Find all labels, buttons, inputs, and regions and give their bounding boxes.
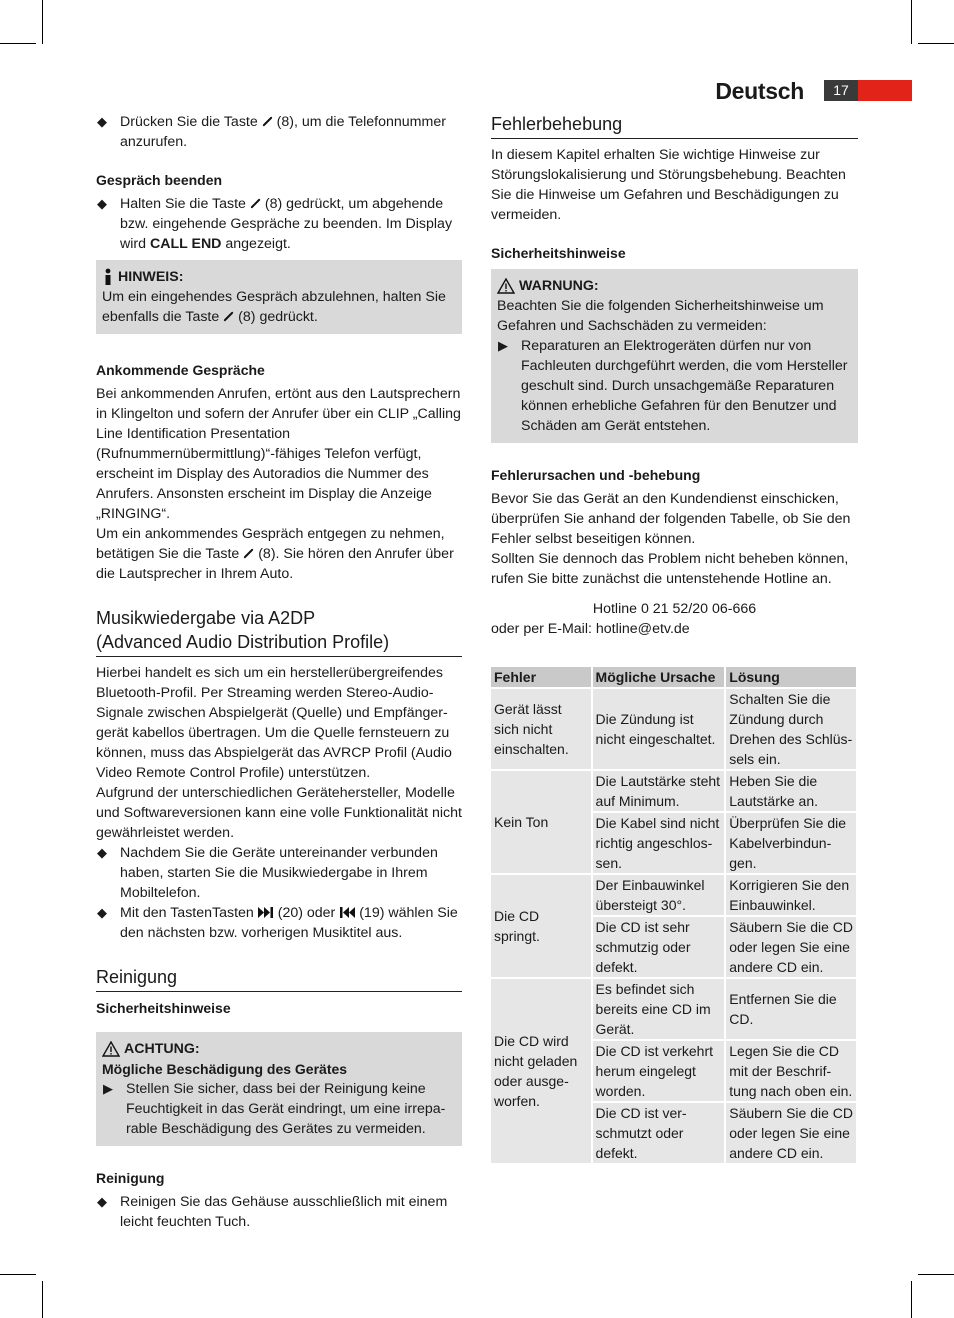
table-header: Mögliche Ursache	[593, 667, 725, 687]
crop-mark	[0, 43, 36, 44]
table-header: Lösung	[726, 667, 856, 687]
section-subtitle: Sicherheitshinweise	[491, 245, 626, 261]
skip-previous-icon	[339, 907, 355, 918]
diamond-bullet-icon: ◆	[97, 114, 107, 129]
left-column	[96, 112, 462, 1232]
diamond-bullet-icon: ◆	[97, 1194, 107, 1209]
section-subtitle: Fehlerursachen und -behebung	[491, 467, 701, 483]
table-header-row	[491, 667, 856, 687]
phone-icon	[243, 548, 254, 559]
crop-mark	[42, 1281, 43, 1318]
section-subtitle: Gespräch beenden	[96, 172, 223, 188]
paragraph: Aufgrund der unterschiedlichen Gerätehersteller, Modelle und Softwareversionen kann eine volle Funktionalität nicht gewährleistet werden.	[96, 785, 462, 841]
phone-icon	[223, 311, 234, 322]
list-item: ◆ Drücken Sie die Taste (8), um die Telefonnummer anzurufen.	[97, 114, 446, 150]
warning-title: WARNUNG:	[519, 278, 599, 294]
table-cell-fault: Die CD wird nicht geladen oder ausgeworfen.	[491, 979, 591, 1163]
table-cell-cause: Es befindet sich bereits eine CD im Gerät.	[593, 979, 725, 1039]
info-icon	[102, 268, 114, 286]
table-cell-cause: Die Zündung ist nicht eingeschaltet.	[593, 689, 725, 769]
skip-next-icon	[258, 907, 274, 918]
section-subtitle: Reinigung	[96, 1170, 165, 1186]
table-cell-cause: Die CD ist verkehrt herum eingelegt worden.	[593, 1041, 725, 1101]
paragraph: In diesem Kapitel erhalten Sie wichtige Hinweise zur Störungslokalisierung und Störungsbehebung. Beachten Sie die Hinweise um Gefahren und Beschädigungen zu vermeiden.	[491, 147, 846, 223]
list-item: ◆ Nachdem Sie die Geräte untereinander verbunden haben, starten Sie die Musikwiedergabe in Ihrem Mobiltelefon.	[97, 845, 438, 901]
diamond-bullet-icon: ◆	[97, 845, 107, 860]
page-number: 17	[824, 80, 858, 101]
crop-mark	[0, 1274, 36, 1275]
table-header: Fehler	[491, 667, 591, 687]
paragraph: Um ein ankommendes Gespräch entgegen zu nehmen, betätigen Sie die Taste (8). Sie hören den Anrufer über die Lautsprecher in Ihrem Auto.	[96, 526, 454, 582]
table-cell-cause: Die CD ist sehr schmutzig oder defekt.	[593, 917, 725, 977]
table-cell-solution: Legen Sie die CD mit der Beschriftung nach oben ein.	[726, 1041, 856, 1101]
right-column	[491, 112, 858, 1165]
warning-icon	[497, 278, 515, 294]
paragraph: Bevor Sie das Gerät an den Kundendienst einschicken, überprüfen Sie anhand der folgenden Tabelle, ob Sie den Fehler selbst beseitigen können.	[491, 491, 851, 547]
table-cell-cause: Der Einbauwinkel übersteigt 30°.	[593, 875, 725, 915]
section-subtitle: Ankommende Gespräche	[96, 362, 265, 378]
paragraph: Sollten Sie dennoch das Problem nicht beheben können, rufen Sie bitte zunächst die untenstehende Hotline an.	[491, 551, 849, 587]
table-row	[491, 979, 856, 1039]
table-cell-solution: Entfernen Sie die CD.	[726, 979, 856, 1039]
note-title: HINWEIS:	[118, 269, 184, 285]
caution-title: ACHTUNG:	[124, 1041, 200, 1057]
list-item: ▶ Reparaturen an Elektrogeräten dürfen nur von Fachleuten durchgeführt werden, die vom Hersteller geschult sind. Durch unsachgemäße Reparaturen können erhebliche Gefahren für den Benutzer und Schäden am Gerät entstehen.	[498, 338, 848, 434]
table-cell-cause: Die Kabel sind nicht richtig angeschlossen.	[593, 813, 725, 873]
table-cell-solution: Überprüfen Sie die Kabelverbindungen.	[726, 813, 856, 873]
troubleshooting-table	[489, 665, 858, 1165]
list-item: ▶ Stellen Sie sicher, dass bei der Reinigung keine Feuchtigkeit in das Gerät eindringt, um eine irreparable Beschädigung des Gerätes zu vermeiden.	[103, 1081, 446, 1137]
table-cell-solution: Säubern Sie die CD oder legen Sie eine andere CD ein.	[726, 1103, 856, 1163]
table-row	[491, 771, 856, 811]
note-text: Um ein eingehendes Gespräch abzulehnen, halten Sie ebenfalls die Taste (8) gedrückt.	[102, 289, 446, 325]
phone-icon	[262, 116, 273, 127]
table-cell-cause: Die CD ist verschmutzt oder defekt.	[593, 1103, 725, 1163]
table-cell-solution: Heben Sie die Lautstärke an.	[726, 771, 856, 811]
brand-color-bar	[858, 80, 912, 101]
warning-box	[491, 269, 858, 443]
phone-icon	[250, 198, 261, 209]
table-cell-cause: Die Lautstärke steht auf Minimum.	[593, 771, 725, 811]
diamond-bullet-icon: ◆	[97, 196, 107, 211]
section-title: Fehlerbehebung	[491, 112, 858, 139]
table-row	[491, 689, 856, 769]
warning-text: Beachten Sie die folgenden Sicherheitshinweise um Gefahren und Sachschäden zu vermeiden:	[497, 298, 824, 334]
table-cell-fault: Die CD springt.	[491, 875, 591, 977]
page-header	[700, 78, 912, 106]
section-title: Musikwiedergabe via A2DP (Advanced Audio Distribution Profile)	[96, 606, 462, 657]
table-cell-solution: Korrigieren Sie den Einbauwinkel.	[726, 875, 856, 915]
caution-subtitle: Mögliche Beschädigung des Gerätes	[102, 1061, 348, 1077]
list-item: ◆ Reinigen Sie das Gehäuse ausschließlich mit einem leicht feuchten Tuch.	[97, 1194, 448, 1230]
crop-mark	[918, 1274, 954, 1275]
table-row	[491, 875, 856, 915]
hotline-email: oder per E-Mail: hotline@etv.de	[491, 621, 690, 637]
list-item: ◆ Mit den TastenTasten (20) oder (19) wählen Sie den nächsten bzw. vorherigen Musiktitel aus.	[97, 905, 458, 941]
paragraph: Hierbei handelt es sich um ein herstellerübergreifendes Bluetooth-Profil. Per Streaming werden Stereo-Audio-Signale zwischen Abspielgerät (Quelle) und Empfängergerät kabellos übertragen. Um die Quelle fernsteuern zu können, muss das Abspielgerät das AVRCP Profil (Audio Video Remote Control Profile) unterstützen.	[96, 665, 452, 781]
crop-mark	[911, 0, 912, 44]
triangle-bullet-icon: ▶	[103, 1081, 113, 1096]
language-title: Deutsch	[715, 78, 804, 104]
paragraph: Bei ankommenden Anrufen, ertönt aus den Lautsprechern in Klingelton und sofern der Anrufer über ein CLIP „Calling Line Identification Presentation (Rufnummernübermittlung)“-fähiges Telefon verfügt, erscheint im Display des Autoradios die Nummer des Anrufers. Ansonsten erscheint im Display die Anzeige „RINGING“.	[96, 386, 461, 522]
table-cell-fault: Gerät lässt sich nicht einschalten.	[491, 689, 591, 769]
list-item: ◆ Halten Sie die Taste (8) gedrückt, um abgehende bzw. eingehende Gespräche zu beenden. Im Display wird CALL END angezeigt.	[97, 196, 453, 252]
section-subtitle: Sicherheitshinweise	[96, 1000, 231, 1016]
diamond-bullet-icon: ◆	[97, 905, 107, 920]
crop-mark	[918, 43, 954, 44]
note-box	[96, 260, 462, 334]
table-cell-solution: Schalten Sie die Zündung durch Drehen des Schlüssels ein.	[726, 689, 856, 769]
warning-icon	[102, 1041, 120, 1057]
hotline-number: Hotline 0 21 52/20 06-666	[592, 601, 757, 617]
triangle-bullet-icon: ▶	[498, 338, 508, 353]
table-cell-fault: Kein Ton	[491, 771, 591, 873]
caution-box	[96, 1032, 462, 1146]
section-title: Reinigung	[96, 965, 462, 992]
crop-mark	[42, 0, 43, 44]
crop-mark	[911, 1281, 912, 1318]
table-cell-solution: Säubern Sie die CD oder legen Sie eine andere CD ein.	[726, 917, 856, 977]
